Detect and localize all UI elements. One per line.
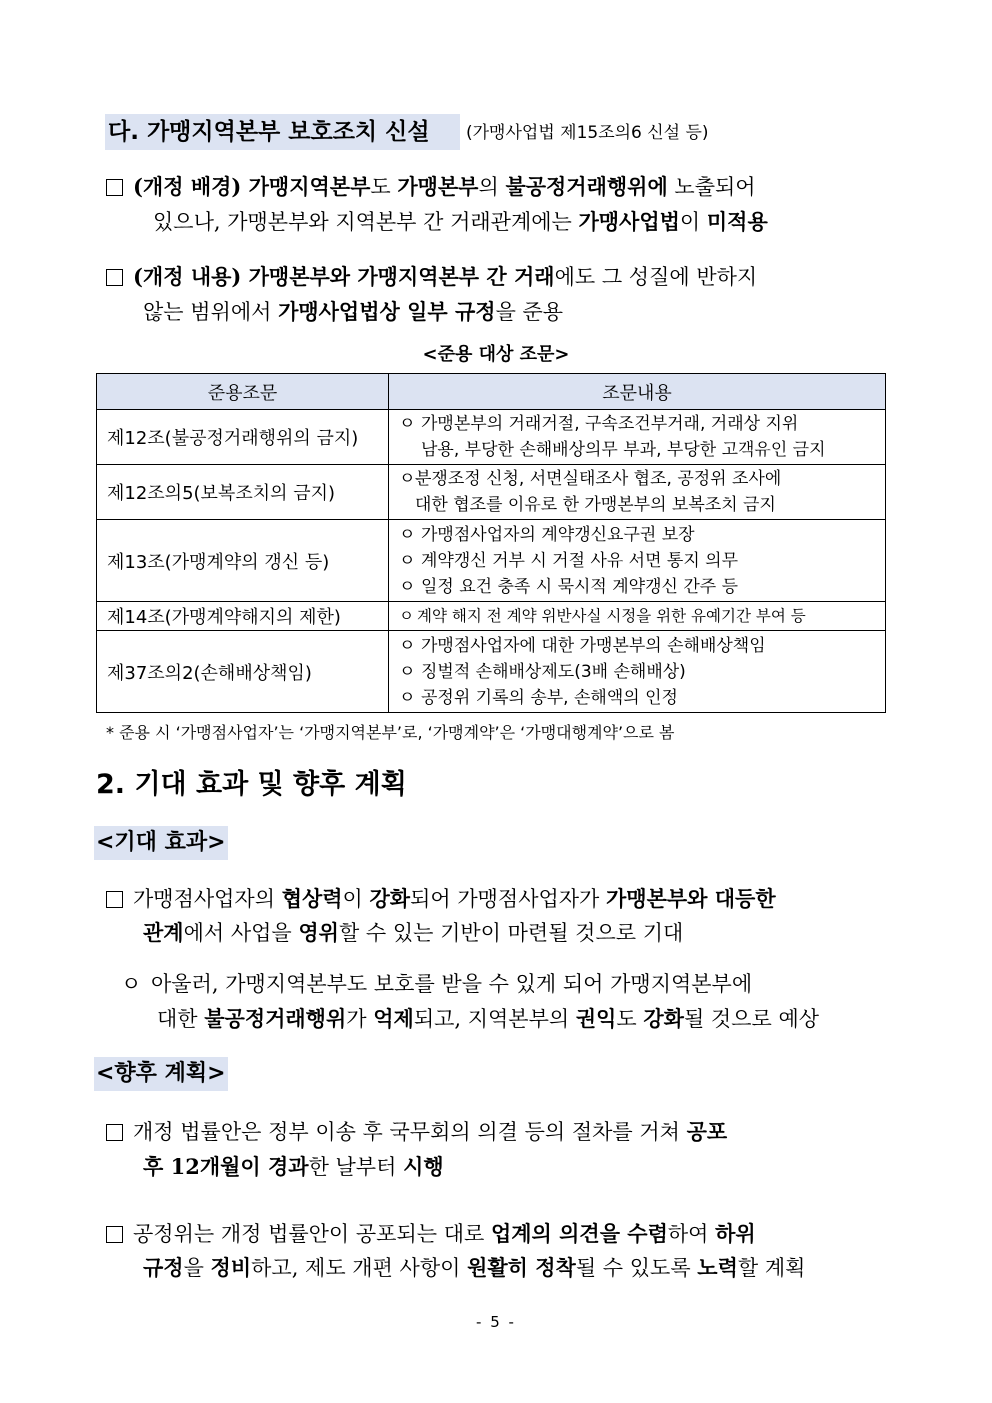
text: 되어 가맹점사업자가	[410, 887, 607, 911]
text: 되고, 지역본부의	[413, 1007, 576, 1031]
text-bold: 관계	[143, 920, 184, 945]
effect-paragraph	[106, 880, 776, 918]
paragraph-background	[106, 168, 756, 206]
plan-paragraph-2	[106, 1215, 756, 1253]
table-row	[97, 602, 886, 631]
bullet: ㅇ	[399, 524, 416, 545]
bullet: ㅇ	[399, 576, 416, 597]
content-line	[399, 659, 877, 685]
article-cell: 제12조(불공정거래행위의 금지)	[97, 410, 389, 465]
text: 을 준용	[495, 300, 564, 324]
table-footnote: * 준용 시 ‘가맹점사업자’는 ‘가맹지역본부’로, ‘가맹계약’은 ‘가맹대행계약’으로 봄	[106, 723, 675, 742]
content-cell	[389, 602, 886, 631]
text-bold: 불공정거래행위에	[505, 174, 668, 199]
effect-paragraph-line2	[143, 914, 683, 952]
text-bold: 가맹사업법상 일부 규정	[278, 299, 496, 324]
text-bold: 가맹본부	[397, 174, 479, 199]
text-bold: 정비	[210, 1255, 252, 1280]
table-row	[97, 465, 886, 520]
text: 있으나, 가맹본부와 지역본부 간 거래관계에는	[153, 210, 579, 234]
content-text: 계약갱신 거부 시 거절 사유 서면 통지 의무	[421, 550, 739, 571]
paragraph-content	[106, 258, 757, 296]
bullet: ㅇ	[399, 414, 416, 434]
text-bold: 권익	[575, 1006, 617, 1031]
content-text: 대한 협조를 이유로 한 가맹본부의 보복조치 금지	[415, 495, 776, 515]
table-row	[97, 631, 886, 713]
text-bold: 협상력	[281, 886, 343, 911]
section-heading: 다. 가맹지역본부 보호조치 신설	[108, 119, 430, 145]
text-bold: 가맹본부와 대등한	[606, 886, 776, 911]
text-bold: 공포	[686, 1119, 728, 1144]
text-bold: 하위	[715, 1221, 756, 1246]
text: 한 날부터	[308, 1155, 404, 1179]
text-bold: 억제	[373, 1006, 414, 1031]
text-bold: 규정	[143, 1255, 184, 1280]
text-bold: 불공정거래행위	[204, 1006, 347, 1031]
text: 도	[370, 175, 398, 199]
content-cell	[389, 465, 886, 520]
checkbox-square-icon	[106, 269, 123, 286]
table-row	[97, 410, 886, 465]
text-bold: 시행	[403, 1154, 444, 1179]
content-line	[399, 548, 877, 574]
content-line	[399, 633, 877, 659]
content-text: 분쟁조정 신청, 서면실태조사 협조, 공정위 조사에	[415, 469, 782, 489]
checkbox-square-icon	[106, 179, 123, 196]
text: 에서 사업을	[183, 921, 299, 945]
text: 이	[679, 210, 707, 234]
content-line	[399, 492, 877, 518]
content-cell	[389, 410, 886, 465]
content-line	[399, 685, 877, 711]
text-bold: 가맹사업법	[578, 209, 680, 234]
articles-table	[96, 373, 886, 713]
effect-sub-bullet	[121, 966, 752, 1003]
bullet: ㅇ	[399, 661, 416, 682]
effect-subheading: <기대 효과>	[94, 826, 228, 860]
text: 가맹점사업자의	[133, 887, 282, 911]
text: 될 것으로 예상	[683, 1007, 820, 1031]
content-cell	[389, 520, 886, 602]
table-header-cell: 조문내용	[389, 374, 886, 410]
checkbox-square-icon	[106, 891, 123, 908]
bullet: ㅇ	[399, 469, 416, 489]
content-line	[399, 522, 877, 548]
text-bold: 미적용	[706, 209, 768, 234]
text: 아울러, 가맹지역본부도 보호를 받을 수 있게 되어 가맹지역본부에	[151, 972, 753, 996]
plan-paragraph-1	[106, 1113, 727, 1151]
content-text: 가맹본부의 거래거절, 구속조건부거래, 거래상 지위	[421, 414, 799, 434]
text: 의	[478, 175, 506, 199]
bullet: ㅇ	[399, 687, 416, 708]
article-cell: 제13조(가맹계약의 갱신 등)	[97, 520, 389, 602]
bullet: ㅇ	[121, 972, 142, 996]
content-text: 징벌적 손해배상제도(3배 손해배상)	[421, 661, 686, 682]
plan-subheading: <향후 계획>	[94, 1057, 228, 1091]
content-text: 남용, 부당한 손해배상의무 부과, 부당한 고객유인 금지	[421, 440, 826, 460]
text: 개정 법률안은 정부 이송 후 국무회의 의결 등의 절차를 거쳐	[133, 1120, 687, 1144]
text: 에도 그 성질에 반하지	[554, 265, 758, 289]
text: 노출되어	[667, 175, 756, 199]
text: 이	[342, 887, 370, 911]
text-bold: 후 12개월이 경과	[143, 1154, 309, 1179]
bullet: ㅇ	[399, 550, 416, 571]
text: 될 수 있도록	[575, 1256, 698, 1280]
plan-paragraph-1-line2	[143, 1148, 444, 1186]
article-cell: 제14조(가맹계약해지의 제한)	[97, 602, 389, 631]
paragraph-background-line2	[153, 203, 768, 241]
bullet: ㅇ	[399, 635, 416, 656]
text: 하고, 제도 개편 사항이	[251, 1256, 468, 1280]
text-bold: (개정 내용) 가맹본부와 가맹지역본부 간 거래	[133, 264, 555, 289]
table-caption: <준용 대상 조문>	[422, 344, 570, 365]
text-bold: 강화	[369, 886, 411, 911]
content-line	[399, 603, 877, 629]
text: 않는 범위에서	[143, 300, 279, 324]
table-header-cell: 준용조문	[97, 374, 389, 410]
text: 할 계획	[737, 1256, 806, 1280]
text-bold: 원활히 정착	[467, 1255, 576, 1280]
content-text: 가맹점사업자의 계약갱신요구권 보장	[421, 524, 695, 545]
content-line	[399, 411, 877, 437]
page-number: - 5 -	[476, 1313, 516, 1331]
content-line	[399, 466, 877, 492]
article-cell: 제37조의2(손해배상책임)	[97, 631, 389, 713]
content-line	[399, 574, 877, 600]
content-line	[399, 437, 877, 463]
text-bold: 영위	[298, 920, 339, 945]
text-bold: 강화	[643, 1006, 684, 1031]
text-bold: (개정 배경) 가맹지역본부	[133, 174, 371, 199]
text-bold: 업계의 의견을 수렴	[490, 1221, 668, 1246]
content-text: 가맹점사업자에 대한 가맹본부의 손해배상책임	[421, 635, 766, 656]
content-text: 계약 해지 전 계약 위반사실 시정을 위한 유예기간 부여 등	[417, 607, 806, 625]
content-cell	[389, 631, 886, 713]
table-header-row	[97, 374, 886, 410]
text: 하여	[667, 1222, 716, 1246]
text: 가	[346, 1007, 374, 1031]
checkbox-square-icon	[106, 1124, 123, 1141]
text: 할 수 있는 기반이 마련될 것으로 기대	[338, 921, 684, 945]
text: 도	[616, 1007, 644, 1031]
table-row	[97, 520, 886, 602]
checkbox-square-icon	[106, 1226, 123, 1243]
content-text: 공정위 기록의 송부, 손해액의 인정	[421, 687, 678, 708]
plan-paragraph-2-line2	[143, 1249, 805, 1287]
article-cell: 제12조의5(보복조치의 금지)	[97, 465, 389, 520]
text: 공정위는 개정 법률안이 공포되는 대로	[133, 1222, 491, 1246]
text: 을	[183, 1256, 211, 1280]
section-heading-note: (가맹사업법 제15조의6 신설 등)	[466, 123, 709, 143]
text: 대한	[157, 1007, 205, 1031]
section2-title: 2. 기대 효과 및 향후 계획	[96, 769, 407, 800]
text-bold: 노력	[697, 1255, 738, 1280]
paragraph-content-line2	[143, 293, 563, 331]
content-text: 일정 요건 충족 시 묵시적 계약갱신 간주 등	[421, 576, 739, 597]
bullet: ㅇ	[399, 607, 414, 625]
effect-sub-bullet-line2	[157, 1000, 819, 1038]
